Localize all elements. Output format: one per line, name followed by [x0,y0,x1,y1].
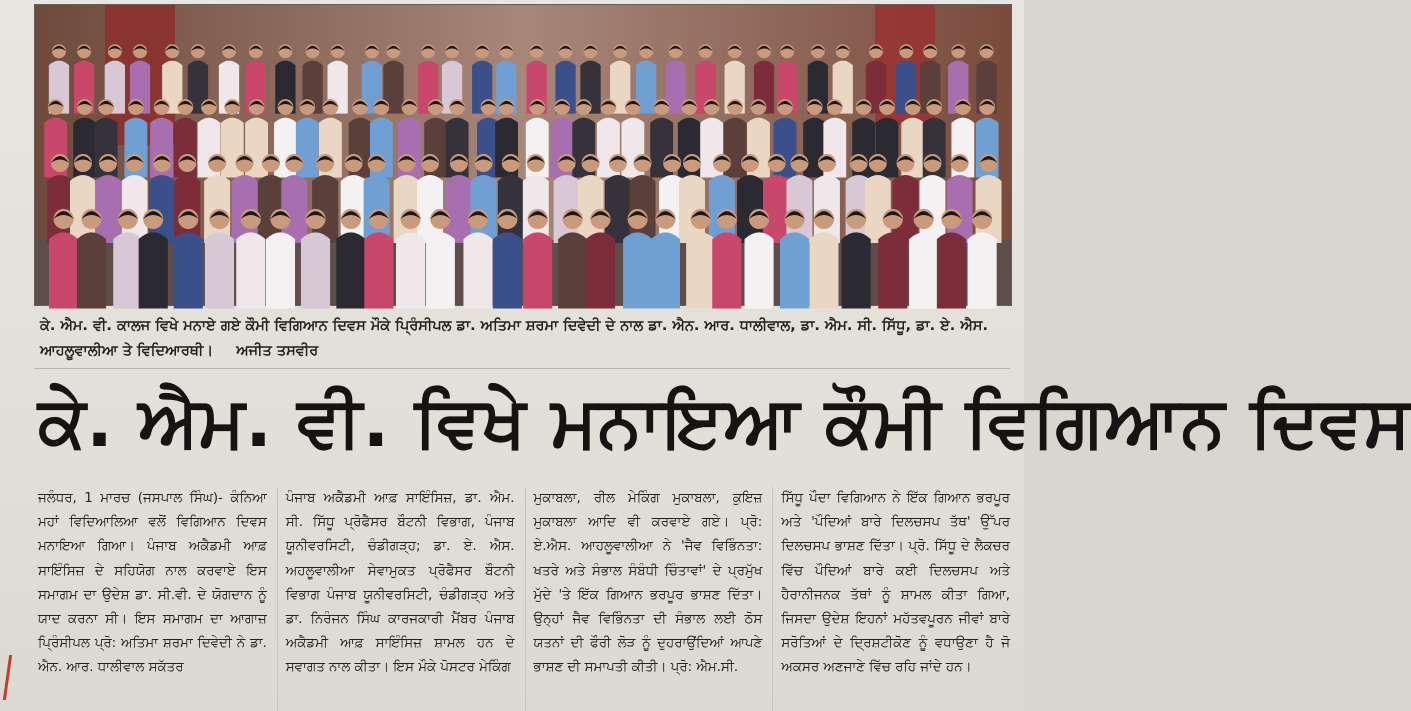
photo-credit: ਅਜੀਤ ਤਸਵੀਰ [236,343,319,359]
person-body [49,232,78,308]
person-body [396,232,425,308]
person-body [686,232,715,308]
person-body [623,232,652,308]
person-body [786,175,812,243]
person-body [909,232,938,308]
article-body [38,487,1010,711]
caption-text: ਕੇ. ਐਮ. ਵੀ. ਕਾਲਜ ਵਿਖੇ ਮਨਾਏ ਗਏ ਕੌਮੀ ਵਿਗਿਆਨ ਦਿਵਸ ਮੌਕੇ ਪ੍ਰਿੰਸੀਪਲ ਡਾ. ਅਤਿਮਾ ਸ਼ਰਮਾ ਦਿਵੇਦੀ ਦੇ ਨਾਲ ਡਾ. ਐਨ. ਆਰ. ਧਾਲੀਵਾਲ, ਡਾ. ਐਮ. ਸੀ. ਸਿੱਧੂ, ਡਾ. ਏ. ਐਸ. ਆਹਲੂਵਾਲੀਆ ਤੇ ਵਿਦਿਆਰਥੀ। [40,318,988,359]
person-body [394,175,420,243]
person-body [968,232,997,308]
person-body [446,175,472,243]
person-body [463,232,492,308]
person-body [471,175,497,243]
headline: ਕੇ. ਐਮ. ਵੀ. ਵਿਖੇ ਮਨਾਇਆ ਕੌਮੀ ਵਿਗਿਆਨ ਦਿਵਸ [38,381,1411,463]
person-body [586,232,615,308]
person-body [712,232,741,308]
person-body [77,232,106,308]
person-body [651,232,680,308]
person-body [95,175,121,243]
person-body [336,232,365,308]
article-column-3 [525,487,763,711]
person-body [630,175,656,243]
person-body [745,232,774,308]
column-text: ਜਲੰਧਰ, 1 ਮਾਰਚ (ਜਸਪਾਲ ਸਿੰਘ)- ਕੰਨਿਆ ਮਹਾਂ ਵਿਦਿਆਲਿਆ ਵਲੋਂ ਵਿਗਿਆਨ ਦਿਵਸ ਮਨਾਇਆ ਗਿਆ। ਪੰਜਾਬ ਅਕੈਡਮੀ ਆਫ਼ ਸਾਇੰਸਿਜ਼ ਦੇ ਸਹਿਯੋਗ ਨਾਲ ਕਰਵਾਏ ਇਸ ਸਮਾਗਮ ਦਾ ਉਦੇਸ਼ ਡਾ. ਸੀ.ਵੀ. ਦੇ ਯੋਗਦਾਨ ਨੂੰ ਯਾਦ ਕਰਨਾ ਸੀ। ਇਸ ਸਮਾਗਮ ਦਾ ਆਗਾਜ਼ ਪ੍ਰਿੰਸੀਪਲ ਪ੍ਰੋ: ਅਤਿਮਾ ਸ਼ਰਮਾ ਦਿਵੇਦੀ ਨੇ ਡਾ. ਐਨ. ਆਰ. ਧਾਲੀਵਾਲ ਸਕੱਤਰ [38,491,267,676]
group-photo-illustration [35,5,1011,305]
person-body [865,175,891,243]
person-body [842,232,871,308]
person-body [426,232,455,308]
article-column-4 [772,487,1010,711]
photo-caption [40,314,1010,364]
group-photo [34,4,1012,306]
person-body [205,232,234,308]
person-body [493,232,522,308]
person-body [364,232,393,308]
person-body [281,175,307,243]
person-body [937,232,966,308]
person-body [709,175,735,243]
person-body [558,232,587,308]
person-body [523,232,552,308]
article-column-2 [277,487,515,711]
person-body [113,232,142,308]
person-body [266,232,295,308]
red-pen-mark [3,655,22,700]
person-body [174,232,203,308]
person-body [139,232,168,308]
person-body [301,232,330,308]
person-body [236,232,265,308]
person-body [764,175,790,243]
column-text: ਪੰਜਾਬ ਅਕੈਡਮੀ ਆਫ਼ ਸਾਇੰਸਿਜ਼, ਡਾ. ਐਮ. ਸੀ. ਸਿੱਧੂ ਪ੍ਰੋਫੈਸਰ ਬੌਟਨੀ ਵਿਭਾਗ, ਪੰਜਾਬ ਯੂਨੀਵਰਸਿਟੀ, ਚੰਡੀਗੜ੍ਹ; ਡਾ. ਏ. ਐਸ. ਅਹਲੂਵਾਲੀਆ ਸੇਵਾਮੁਕਤ ਪ੍ਰੋਫੈਸਰ ਬੌਟਨੀ ਵਿਭਾਗ ਪੰਜਾਬ ਯੂਨੀਵਰਸਿਟੀ, ਚੰਡੀਗੜ੍ਹ ਅਤੇ ਡਾ. ਨਿਰੰਜਨ ਸਿੰਘ ਕਾਰਜਕਾਰੀ ਮੈਂਬਰ ਪੰਜਾਬ ਅਕੈਡਮੀ ਆਫ਼ ਸਾਇੰਸਿਜ਼ ਸ਼ਾਮਲ ਹਨ ਦੇ ਸਵਾਗਤ ਨਾਲ ਕੀਤਾ। ਇਸ ਮੌਕੇ ਪੋਸਟਰ ਮੇਕਿੰਗ [285,491,515,676]
person-body [47,175,73,243]
person-body [893,175,919,243]
column-text: ਸਿੱਧੂ ਪੌਦਾ ਵਿਗਿਆਨ ਨੇ ਇੱਕ ਗਿਆਨ ਭਰਪੂਰ ਅਤੇ 'ਪੌਦਿਆਂ ਬਾਰੇ ਦਿਲਚਸਪ ਤੱਥ' ਉੱਪਰ ਦਿਲਚਸਪ ਭਾਸ਼ਣ ਦਿੱਤਾ। ਪ੍ਰੋ. ਸਿੱਧੂ ਦੇ ਲੈਕਚਰ ਵਿੱਚ ਪੌਦਿਆਂ ਬਾਰੇ ਕਈ ਦਿਲਚਸਪ ਅਤੇ ਹੈਰਾਨੀਜਨਕ ਤੱਥਾਂ ਨੂੰ ਸ਼ਾਮਲ ਕੀਤਾ ਗਿਆ, ਜਿਸਦਾ ਉਦੇਸ਼ ਇਹਨਾਂ ਮਹੱਤਵਪੂਰਨ ਜੀਵਾਂ ਬਾਰੇ ਸਰੋਤਿਆਂ ਦੇ ਦ੍ਰਿਸ਼ਟੀਕੋਣ ਨੂੰ ਵਧਾਉਣਾ ਹੈ ਜੋ ਅਕਸਰ ਅਣਜਾਣੇ ਵਿੱਚ ਰਹਿ ਜਾਂਦੇ ਹਨ। [781,491,1010,676]
person-body [780,232,809,308]
person-body [605,175,631,243]
person-body [878,232,907,308]
person-body [809,232,838,308]
article-column-1 [38,487,267,711]
column-text: ਮੁਕਾਬਲਾ, ਰੀਲ ਮੇਕਿੰਗ ਮੁਕਾਬਲਾ, ਕੁਇਜ਼ ਮੁਕਾਬਲਾ ਆਦਿ ਵੀ ਕਰਵਾਏ ਗਏ। ਪ੍ਰੋ: ਏ.ਐਸ. ਆਹਲੂਵਾਲੀਆ ਨੇ 'ਜੈਵ ਵਿਭਿੰਨਤਾ: ਖਤਰੇ ਅਤੇ ਸੰਭਾਲ ਸੰਬੰਧੀ ਚਿੰਤਾਵਾਂ' ਦੇ ਪ੍ਰਮੁੱਖ ਮੁੱਦੇ 'ਤੇ ਇੱਕ ਗਿਆਨ ਭਰਪੂਰ ਭਾਸ਼ਣ ਦਿੱਤਾ। ਉਨ੍ਹਾਂ ਜੈਵ ਵਿਭਿੰਨਤਾ ਦੀ ਸੰਭਾਲ ਲਈ ਠੋਸ ਯਤਨਾਂ ਦੀ ਫੌਰੀ ਲੋੜ ਨੂੰ ਦੁਹਰਾਉਂਦਿਆਂ ਆਪਣੇ ਭਾਸ਼ਣ ਦੀ ਸਮਾਪਤੀ ਕੀਤੀ। ਪ੍ਰੋ: ਐਮ.ਸੀ. [533,491,763,676]
divider [34,368,1010,369]
